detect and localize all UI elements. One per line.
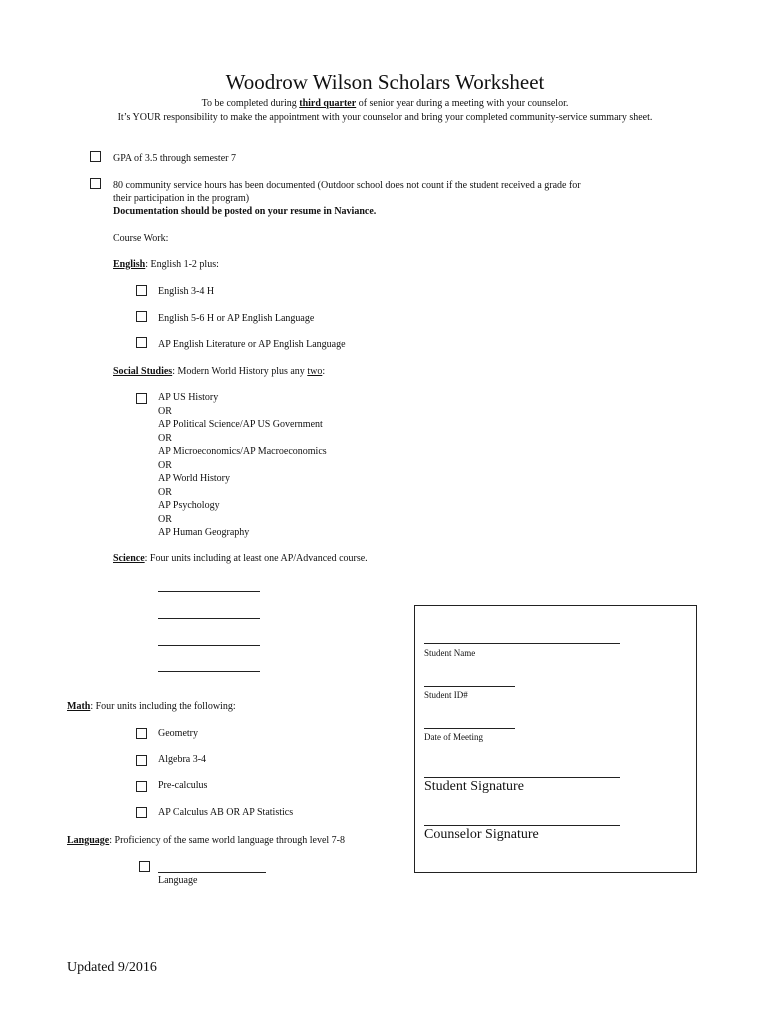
counselor-signature-label: Counselor Signature	[424, 827, 539, 842]
social-option: AP World History	[158, 473, 230, 484]
language-desc: : Proficiency of the same world language through level 7-8	[109, 835, 345, 846]
social-checkbox[interactable]	[136, 393, 147, 404]
social-desc-post: :	[322, 366, 326, 377]
language-checkbox[interactable]	[139, 861, 150, 872]
meeting-date-label: Date of Meeting	[424, 732, 483, 742]
science-blank-2[interactable]	[158, 618, 260, 619]
math-item-3: Pre-calculus	[158, 780, 208, 791]
social-option: AP Psychology	[158, 500, 220, 511]
documentation-note: Documentation should be posted on your resume in Naviance.	[113, 206, 377, 217]
math-item-2: Algebra 3-4	[158, 754, 207, 765]
updated-date: Updated 9/2016	[67, 960, 157, 975]
math-checkbox-2[interactable]	[136, 755, 147, 766]
social-options	[158, 391, 327, 540]
math-checkbox-4[interactable]	[136, 807, 147, 818]
intro-text	[60, 97, 710, 125]
student-name-line[interactable]	[424, 643, 620, 644]
language-title: Language	[67, 835, 110, 846]
student-name-label: Student Name	[424, 648, 476, 658]
english-item-3: AP English Literature or AP English Language	[158, 339, 346, 350]
english-checkbox-1[interactable]	[136, 285, 147, 296]
service-line1: 80 community service hours has been documented (Outdoor school does not count if the student received a grade for	[113, 180, 581, 191]
social-option: AP Microeconomics/AP Macroeconomics	[158, 446, 327, 457]
gpa-checkbox[interactable]	[90, 151, 101, 162]
english-heading	[113, 258, 219, 272]
science-title: Science	[113, 553, 145, 564]
math-item-1: Geometry	[158, 728, 198, 739]
math-checkbox-3[interactable]	[136, 781, 147, 792]
science-desc: : Four units including at least one AP/Advanced course.	[144, 553, 368, 564]
intro-line1-bold: third quarter	[299, 98, 357, 109]
social-studies-title: Social Studies	[113, 366, 173, 377]
student-signature-line[interactable]	[424, 777, 620, 778]
english-item-1: English 3-4 H	[158, 286, 215, 297]
intro-line2: It’s YOUR responsibility to make the appointment with your counselor and bring your completed community-service summary sheet.	[117, 112, 653, 123]
math-title: Math	[67, 701, 91, 712]
page-title: Woodrow Wilson Scholars Worksheet	[225, 70, 545, 94]
english-desc: : English 1-2 plus:	[145, 259, 219, 270]
language-blank[interactable]	[158, 872, 266, 873]
science-blank-4[interactable]	[158, 671, 260, 672]
social-or: OR	[158, 486, 172, 498]
social-option: AP Human Geography	[158, 527, 250, 538]
social-or: OR	[158, 432, 172, 444]
social-or: OR	[158, 459, 172, 471]
language-blank-label: Language	[158, 875, 198, 886]
gpa-label: GPA of 3.5 through semester 7	[113, 153, 236, 164]
science-blank-1[interactable]	[158, 591, 260, 592]
english-checkbox-2[interactable]	[136, 311, 147, 322]
social-desc-two: two	[307, 366, 323, 377]
math-item-4: AP Calculus AB OR AP Statistics	[158, 807, 294, 818]
math-checkbox-1[interactable]	[136, 728, 147, 739]
social-or: OR	[158, 513, 172, 525]
language-heading	[67, 834, 345, 848]
counselor-signature-line[interactable]	[424, 825, 620, 826]
english-title: English	[113, 259, 146, 270]
service-checkbox[interactable]	[90, 178, 101, 189]
social-studies-heading	[113, 365, 325, 379]
science-blank-3[interactable]	[158, 645, 260, 646]
service-line2: their participation in the program)	[113, 193, 250, 204]
meeting-date-line[interactable]	[424, 728, 515, 729]
student-id-label: Student ID#	[424, 690, 468, 700]
intro-line1-post: of senior year during a meeting with your counselor.	[356, 98, 569, 109]
social-option: AP US History	[158, 392, 219, 403]
math-desc: : Four units including the following:	[90, 701, 236, 712]
science-heading	[113, 552, 368, 566]
english-item-2: English 5-6 H or AP English Language	[158, 313, 315, 324]
student-id-line[interactable]	[424, 686, 515, 687]
student-signature-label: Student Signature	[424, 779, 524, 794]
social-or: OR	[158, 405, 172, 417]
coursework-label: Course Work:	[113, 233, 169, 244]
intro-line1-pre: To be completed during	[201, 98, 300, 109]
math-heading	[67, 700, 236, 714]
english-checkbox-3[interactable]	[136, 337, 147, 348]
social-desc-pre: : Modern World History plus any	[172, 366, 308, 377]
social-option: AP Political Science/AP US Government	[158, 419, 323, 430]
